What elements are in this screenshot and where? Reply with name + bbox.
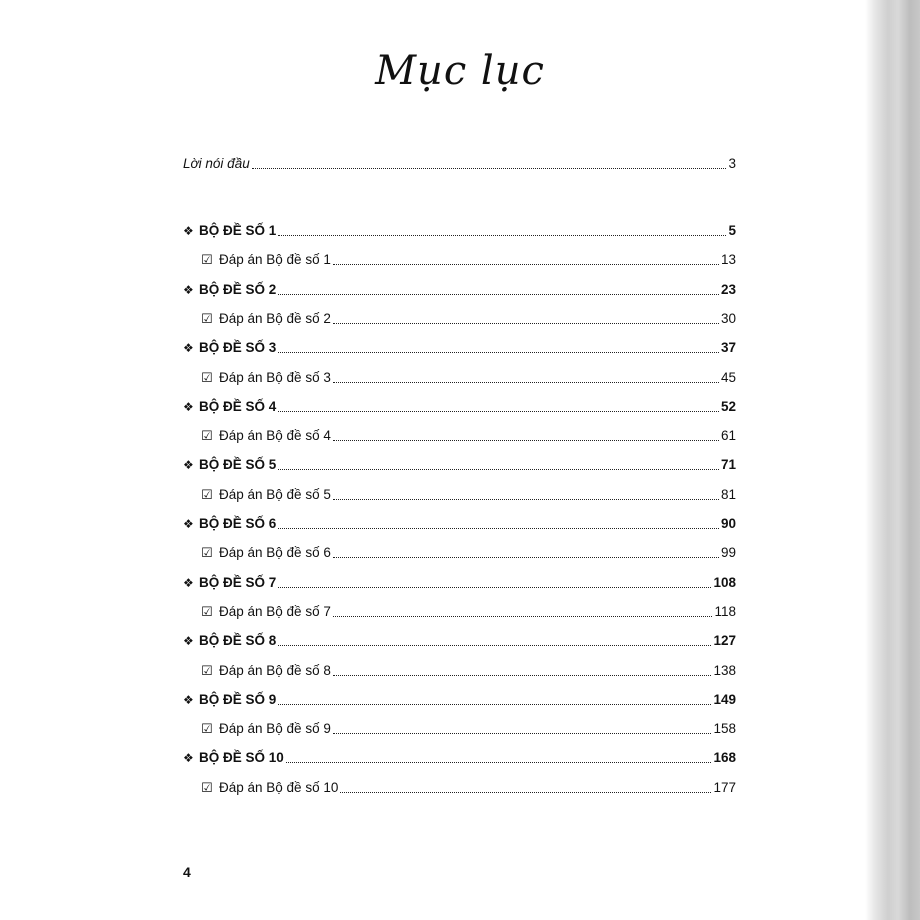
- checkbox-icon: ☑: [201, 721, 213, 737]
- toc-entry-page: 13: [720, 252, 736, 268]
- table-of-contents: [183, 0, 736, 920]
- answer-title: Đáp án Bộ đề số 10: [219, 779, 339, 795]
- toc-entry-label: [183, 399, 276, 415]
- answer-title: Đáp án Bộ đề số 7: [219, 603, 331, 619]
- toc-entry-page: 127: [713, 633, 736, 649]
- diamond-bullet-icon: ❖: [183, 282, 194, 297]
- toc-entry-section[interactable]: [183, 217, 736, 239]
- checkbox-icon: ☑: [201, 428, 213, 444]
- toc-entry-answer[interactable]: [201, 364, 736, 386]
- toc-entry-page: 177: [713, 779, 736, 795]
- toc-entry-page: 52: [720, 398, 736, 414]
- toc-entry-label: [201, 370, 331, 386]
- page-binding-shadow: [770, 0, 920, 920]
- toc-entry-label: [183, 282, 276, 298]
- leader-dots: [252, 167, 727, 169]
- checkbox-icon: ☑: [201, 545, 213, 561]
- answer-title: Đáp án Bộ đề số 8: [219, 662, 331, 678]
- toc-entry-page: 158: [713, 721, 736, 737]
- toc-entry-section[interactable]: [183, 744, 736, 766]
- toc-entry-page: 71: [720, 457, 736, 473]
- toc-entry-section[interactable]: [183, 334, 736, 356]
- section-title: BỘ ĐỀ SỐ 5: [199, 457, 277, 473]
- leader-dots: [278, 468, 719, 470]
- leader-dots: [333, 732, 712, 734]
- leader-dots: [333, 322, 719, 324]
- leader-dots: [278, 234, 726, 236]
- checkbox-icon: ☑: [201, 603, 213, 619]
- toc-entry-page: 108: [713, 574, 736, 590]
- answer-title: Đáp án Bộ đề số 9: [219, 721, 331, 737]
- checkbox-icon: ☑: [201, 779, 213, 795]
- toc-entry-section[interactable]: [183, 451, 736, 473]
- section-title: BỘ ĐỀ SỐ 2: [199, 281, 277, 297]
- toc-entry-label: [201, 428, 331, 444]
- toc-entry-label: [183, 516, 276, 532]
- leader-dots: [278, 586, 711, 588]
- toc-entry-answer[interactable]: [201, 305, 736, 327]
- toc-entry-page: 90: [720, 516, 736, 531]
- toc-entry-label: [183, 340, 276, 356]
- toc-entry-section[interactable]: [183, 627, 736, 649]
- answer-title: Đáp án Bộ đề số 3: [219, 369, 331, 385]
- section-title: BỘ ĐỀ SỐ 3: [199, 340, 277, 356]
- section-title: BỘ ĐỀ SỐ 8: [199, 633, 277, 649]
- toc-entry-label: [201, 545, 331, 561]
- toc-entry-label: [201, 487, 331, 503]
- leader-dots: [278, 527, 719, 529]
- checkbox-icon: ☑: [201, 486, 213, 502]
- toc-entry-label: [201, 721, 331, 737]
- toc-entry-page: 138: [713, 662, 736, 678]
- toc-entry-page: 23: [720, 281, 736, 297]
- checkbox-icon: ☑: [201, 662, 213, 678]
- toc-entry-answer[interactable]: [201, 481, 736, 503]
- leader-dots: [278, 410, 719, 412]
- answer-title: Đáp án Bộ đề số 2: [219, 310, 331, 326]
- toc-entry-section[interactable]: [183, 569, 736, 591]
- toc-entry-label: [183, 750, 284, 766]
- toc-entry-answer[interactable]: [201, 715, 736, 737]
- diamond-bullet-icon: ❖: [183, 341, 194, 356]
- toc-entry-label: [183, 575, 276, 591]
- section-title: BỘ ĐỀ SỐ 4: [199, 398, 277, 414]
- page-number: 4: [183, 864, 191, 880]
- toc-entry-page: 99: [720, 545, 736, 561]
- toc-entry-section[interactable]: [183, 393, 736, 415]
- section-title: BỘ ĐỀ SỐ 1: [199, 223, 277, 238]
- diamond-bullet-icon: ❖: [183, 458, 194, 473]
- toc-entry-label: [201, 252, 331, 268]
- leader-dots: [333, 498, 719, 500]
- toc-entry-page: 168: [713, 750, 736, 766]
- checkbox-icon: ☑: [201, 369, 213, 385]
- leader-dots: [333, 439, 719, 441]
- leader-dots: [333, 263, 719, 265]
- page-title: Mục lục: [375, 48, 545, 94]
- toc-entry-page: 61: [720, 428, 736, 444]
- toc-entry-label: [183, 633, 276, 649]
- toc-entry-page: 149: [713, 691, 736, 707]
- leader-dots: [333, 615, 713, 617]
- leader-dots: [278, 351, 719, 353]
- toc-entry-answer[interactable]: [201, 246, 736, 268]
- leader-dots: [278, 644, 711, 646]
- checkbox-icon: ☑: [201, 252, 213, 268]
- toc-entry-label: Lời nói đầu: [183, 156, 250, 171]
- leader-dots: [278, 703, 711, 705]
- toc-entry-section[interactable]: [183, 510, 736, 532]
- toc-entry-section[interactable]: [183, 276, 736, 298]
- toc-entry-page: 45: [720, 369, 736, 385]
- section-title: BỘ ĐỀ SỐ 9: [199, 691, 277, 707]
- toc-entry-label: [201, 663, 331, 679]
- toc-entry-page: 118: [714, 603, 736, 619]
- diamond-bullet-icon: ❖: [183, 634, 194, 649]
- leader-dots: [333, 381, 719, 383]
- section-title: BỘ ĐỀ SỐ 7: [199, 574, 277, 590]
- diamond-bullet-icon: ❖: [183, 517, 194, 531]
- toc-entry-answer[interactable]: [201, 774, 736, 796]
- toc-entry-page: 37: [720, 340, 736, 356]
- leader-dots: [278, 293, 719, 295]
- diamond-bullet-icon: ❖: [183, 692, 194, 707]
- leader-dots: [333, 674, 712, 676]
- answer-title: Đáp án Bộ đề số 5: [219, 486, 331, 502]
- diamond-bullet-icon: ❖: [183, 575, 194, 590]
- diamond-bullet-icon: ❖: [183, 399, 194, 414]
- toc-entry-page: 3: [728, 156, 736, 171]
- answer-title: Đáp án Bộ đề số 4: [219, 428, 331, 444]
- diamond-bullet-icon: ❖: [183, 224, 194, 238]
- checkbox-icon: ☑: [201, 310, 213, 326]
- leader-dots: [333, 556, 719, 558]
- toc-entry-label: [183, 223, 276, 239]
- toc-entry-page: 30: [720, 310, 736, 326]
- section-title: BỘ ĐỀ SỐ 6: [199, 516, 277, 531]
- answer-title: Đáp án Bộ đề số 1: [219, 252, 331, 268]
- toc-entry-label: [201, 604, 331, 620]
- toc-entry-label: [183, 457, 276, 473]
- toc-entry-label: [201, 780, 338, 796]
- toc-entry-label: [183, 692, 276, 708]
- diamond-bullet-icon: ❖: [183, 751, 194, 766]
- toc-entry-answer[interactable]: [201, 539, 736, 561]
- toc-entry-section[interactable]: [183, 686, 736, 708]
- leader-dots: [340, 791, 711, 793]
- toc-entry-intro[interactable]: [183, 150, 736, 172]
- toc-entry-answer[interactable]: [201, 422, 736, 444]
- toc-entry-label: [201, 311, 331, 327]
- toc-entry-answer[interactable]: [201, 657, 736, 679]
- toc-entry-page: 81: [720, 486, 736, 502]
- section-title: BỘ ĐỀ SỐ 10: [199, 750, 284, 766]
- answer-title: Đáp án Bộ đề số 6: [219, 545, 331, 561]
- toc-entry-answer[interactable]: [201, 598, 736, 620]
- toc-entry-page: 5: [728, 223, 736, 238]
- leader-dots: [286, 761, 712, 763]
